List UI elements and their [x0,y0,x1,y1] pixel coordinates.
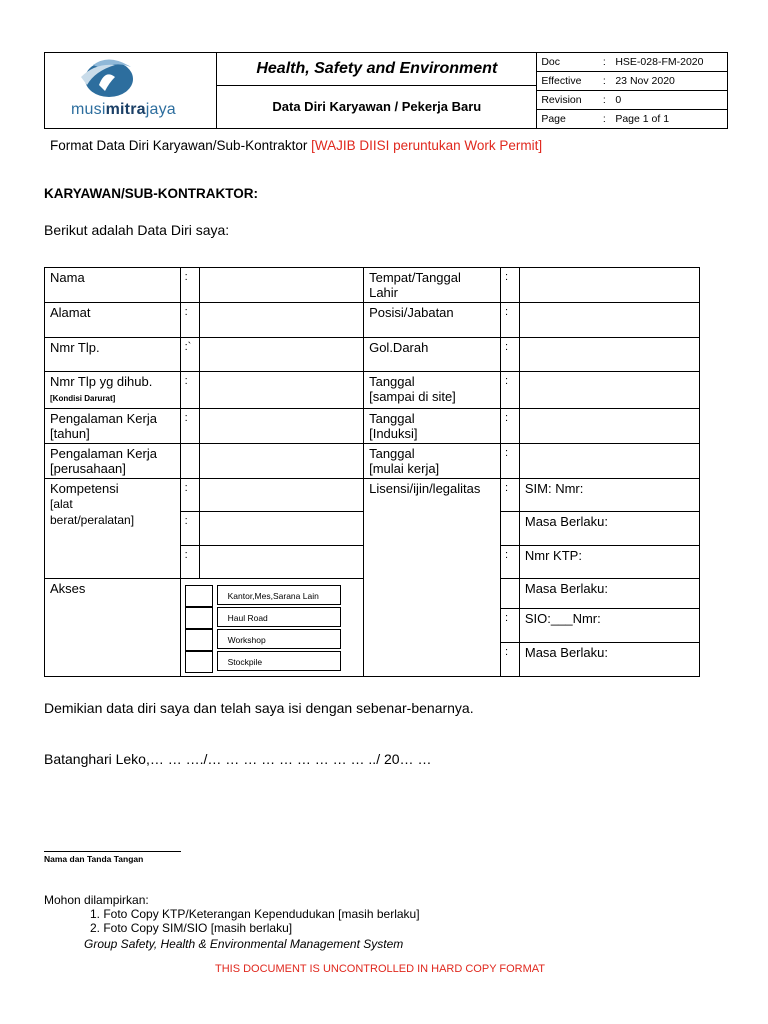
label-line: [perusahaan] [50,461,126,476]
meta-key: Page [541,113,566,125]
header-title-cell [217,53,537,86]
akses-option [185,585,341,607]
label-nmr-tlp: Nmr Tlp. [45,338,181,372]
akses-options [185,585,341,673]
akses-checkbox[interactable] [185,629,213,651]
label-alamat: Alamat [45,303,181,338]
label-line: Tanggal [369,411,415,426]
akses-option-label: Haul Road [217,607,341,627]
label-nama: Nama [45,268,181,303]
kompetensi-field-2[interactable] [199,512,364,546]
colon: : [180,268,199,303]
format-line [50,138,542,153]
meta-row [537,91,727,110]
akses-option [185,607,341,629]
doc-meta [537,53,727,128]
page-subtitle: Data Diri Karyawan / Pekerja Baru [272,98,482,114]
logo-text-part: jaya [145,101,176,118]
akses-checkbox[interactable] [185,651,213,673]
label-line: Tempat/Tanggal [369,270,461,285]
header-subtitle-cell [217,85,537,128]
colon [180,444,199,479]
format-text: Format Data Diri Karyawan/Sub-Kontraktor [50,138,312,153]
akses-option-label: Kantor,Mes,Sarana Lain [217,585,341,605]
colon: : [180,372,199,409]
posisi-field[interactable] [519,303,699,338]
akses-option [185,651,341,673]
colon: : [500,303,519,338]
tgl-kerja-field[interactable] [519,444,699,479]
colon [500,579,519,609]
colon: : [500,444,519,479]
logo-cell [45,53,217,129]
label-line: Nmr Tlp yg dihub. [50,374,153,389]
table-row [45,409,700,444]
sim-nmr-field[interactable]: SIM: Nmr: [519,479,699,512]
meta-value: 23 Nov 2020 [615,75,675,87]
meta-value: Page 1 of 1 [615,113,670,125]
table-row [45,479,700,512]
table-row [45,268,700,303]
system-name: Group Safety, Health & Environmental Management System [84,937,404,951]
label-nmr-tlp-dihub [45,372,181,409]
gol-darah-field[interactable] [519,338,699,372]
colon: : [180,546,199,579]
nmr-ktp-field[interactable]: Nmr KTP: [519,546,699,579]
meta-colon: : [602,94,606,106]
label-line: [mulai kerja] [369,461,440,476]
ktp-masa-berlaku-field[interactable]: Masa Berlaku: [519,579,699,609]
akses-option-label: Stockpile [217,651,341,671]
colon: :` [180,338,199,372]
pengalaman-tahun-field[interactable] [199,409,364,444]
personal-data-table [44,267,700,677]
colon: : [180,512,199,546]
meta-colon: : [602,113,606,125]
tempat-tgl-lahir-field[interactable] [519,268,699,303]
place-date-line[interactable]: Batanghari Leko,… … …./… … … … … … … … … ../ 20… … [44,751,432,767]
signature-line[interactable] [44,851,181,852]
label-pengalaman-tahun [45,409,181,444]
label-line: Tanggal [369,446,415,461]
sio-nmr-field[interactable]: SIO:___Nmr: [519,609,699,643]
label-tgl-site [364,372,501,409]
meta-row [537,72,727,91]
kompetensi-field-1[interactable] [199,479,364,512]
format-warning: [WAJIB DIISI peruntukan Work Permit] [311,138,543,153]
colon: : [500,643,519,677]
akses-option [185,629,341,651]
label-kompetensi [45,479,181,579]
meta-colon: : [602,56,606,68]
declaration-text: Demikian data diri saya dan telah saya isi dengan sebenar-benarnya. [44,700,474,716]
alamat-field[interactable] [199,303,364,338]
akses-checkbox[interactable] [185,607,213,629]
colon: : [500,372,519,409]
meta-key: Effective [541,75,582,87]
meta-value: 0 [615,94,622,106]
table-row [45,444,700,479]
attach-heading: Mohon dilampirkan: [44,893,149,907]
akses-option-label: Workshop [217,629,341,649]
nama-field[interactable] [199,268,364,303]
sim-masa-berlaku-field[interactable]: Masa Berlaku: [519,512,699,546]
uncontrolled-notice: THIS DOCUMENT IS UNCONTROLLED IN HARD COPY FORMAT [214,963,546,975]
table-row [45,338,700,372]
label-line: [alat [50,497,73,511]
label-line: [Induksi] [369,426,418,441]
label-tgl-kerja [364,444,501,479]
label-line: Tanggal [369,374,415,389]
sio-masa-berlaku-field[interactable]: Masa Berlaku: [519,643,699,677]
signature-label: Nama dan Tanda Tangan [44,854,144,864]
label-line: Pengalaman Kerja [50,411,157,426]
logo-wordmark [71,101,176,119]
kompetensi-field-3[interactable] [199,546,364,579]
table-row [45,372,700,409]
colon: : [500,546,519,579]
colon: : [180,479,199,512]
section-heading: KARYAWAN/SUB-KONTRAKTOR: [44,186,259,201]
label-line: [tahun] [50,426,90,441]
nmr-tlp-dihub-field[interactable] [199,372,364,409]
label-tempat-tgl-lahir [364,268,501,303]
label-line: Kompetensi [50,481,119,496]
colon: : [500,609,519,643]
attachment-item: 1. Foto Copy KTP/Keterangan Kependudukan [masih berlaku] [90,907,420,921]
colon: : [500,409,519,444]
company-logo-icon [75,55,145,99]
label-line: [sampai di site] [369,389,456,404]
colon: : [180,303,199,338]
akses-checkbox[interactable] [185,585,213,607]
label-gol-darah: Gol.Darah [364,338,501,372]
label-note: [Kondisi Darurat] [50,394,116,403]
colon: : [500,268,519,303]
meta-key: Revision [541,94,582,106]
label-lisensi: Lisensi/ijin/legalitas [364,479,501,677]
label-pengalaman-perusahaan [45,444,181,479]
pengalaman-perusahaan-field[interactable] [199,444,364,479]
colon: : [500,479,519,512]
tgl-induksi-field[interactable] [519,409,699,444]
label-posisi: Posisi/Jabatan [364,303,501,338]
nmr-tlp-field[interactable] [199,338,364,372]
label-line: Lahir [369,285,399,300]
akses-options-cell [180,579,363,677]
logo-text-part: musi [71,101,106,118]
page-title: Health, Safety and Environment [256,59,498,77]
meta-value: HSE-028-FM-2020 [615,56,704,68]
meta-row [537,53,727,72]
table-row [45,303,700,338]
attachment-list [90,907,420,935]
meta-colon: : [602,75,606,87]
colon: : [500,338,519,372]
tgl-site-field[interactable] [519,372,699,409]
attachment-item: 2. Foto Copy SIM/SIO [masih berlaku] [90,921,293,935]
label-line: berat/peralatan] [50,513,135,527]
label-line: Pengalaman Kerja [50,446,157,461]
colon [500,512,519,546]
colon: : [180,409,199,444]
doc-meta-cell [537,53,728,129]
meta-row [537,110,727,128]
logo-text-part: mitra [105,101,146,118]
label-tgl-induksi [364,409,501,444]
lead-text: Berikut adalah Data Diri saya: [44,222,230,238]
meta-key: Doc [541,56,561,68]
label-akses: Akses [45,579,181,677]
document-header [44,52,728,129]
